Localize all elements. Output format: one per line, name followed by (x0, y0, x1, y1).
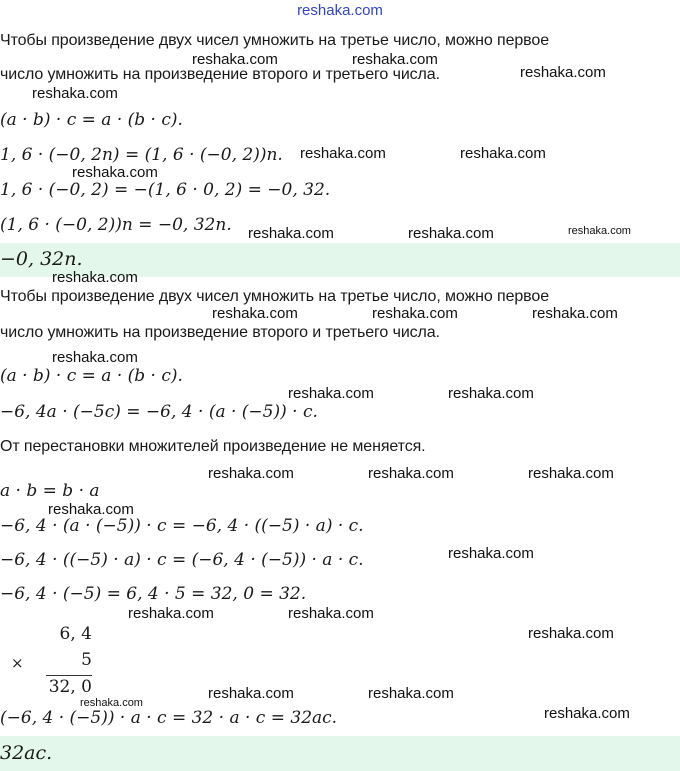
rule-text-2: число умножить на произведение второго и третьего числа. (0, 324, 440, 341)
rule-text-2: число умножить на произведение второго и третьего числа. (0, 66, 440, 83)
commutative-law: a · b = b · a (0, 481, 100, 501)
watermark: reshaka.com (408, 225, 494, 242)
column-multiplication (0, 622, 92, 702)
watermark: reshaka.com (544, 705, 630, 722)
answer: 32ac. (0, 742, 53, 764)
watermark: reshaka.com (372, 305, 458, 322)
watermark: reshaka.com (368, 685, 454, 702)
watermark: reshaka.com (80, 697, 143, 709)
watermark: reshaka.com (128, 605, 214, 622)
watermark: reshaka.com (568, 225, 631, 237)
solution-step: −6, 4a · (−5c) = −6, 4 · (a · (−5)) · c. (0, 402, 318, 422)
watermark: reshaka.com (248, 225, 334, 242)
solution-step: 1, 6 · (−0, 2) = −(1, 6 · 0, 2) = −0, 32. (0, 180, 331, 200)
watermark: reshaka.com (368, 465, 454, 482)
commutative-text: От перестановки множителей произведение не меняется. (0, 438, 426, 455)
solution-step: (1, 6 · (−0, 2))n = −0, 32n. (0, 215, 232, 235)
watermark: reshaka.com (288, 385, 374, 402)
mult-bottom: 5 (81, 650, 92, 670)
solution-step: −6, 4 · ((−5) · a) · c = (−6, 4 · (−5)) · a · c. (0, 550, 364, 570)
watermark: reshaka.com (448, 385, 534, 402)
watermark: reshaka.com (32, 85, 118, 102)
watermark: reshaka.com (528, 625, 614, 642)
mult-result: 32, 0 (48, 677, 92, 697)
rule-text-1: Чтобы произведение двух чисел умножить на третье число, можно первое (0, 288, 549, 305)
watermark: reshaka.com (212, 305, 298, 322)
associative-law: (a · b) · c = a · (b · c). (0, 366, 183, 386)
watermark: reshaka.com (52, 269, 138, 286)
watermark: reshaka.com (48, 501, 134, 518)
watermark: reshaka.com (208, 465, 294, 482)
watermark: reshaka.com (72, 164, 158, 181)
watermark: reshaka.com (448, 545, 534, 562)
watermark: reshaka.com (352, 51, 438, 68)
site-header[interactable]: reshaka.com (297, 2, 383, 19)
solution-step: −6, 4 · (−5) = 6, 4 · 5 = 32, 0 = 32. (0, 584, 307, 604)
solution-step: −6, 4 · (a · (−5)) · c = −6, 4 · ((−5) · a) · c. (0, 516, 364, 536)
answer: −0, 32n. (0, 248, 83, 270)
watermark: reshaka.com (208, 685, 294, 702)
watermark: reshaka.com (532, 305, 618, 322)
watermark: reshaka.com (192, 51, 278, 68)
watermark: reshaka.com (300, 145, 386, 162)
times-sign: × (11, 654, 24, 672)
watermark: reshaka.com (460, 145, 546, 162)
watermark: reshaka.com (520, 64, 606, 81)
solution-step: (−6, 4 · (−5)) · a · c = 32 · a · c = 32ac. (0, 708, 338, 728)
associative-law: (a · b) · c = a · (b · c). (0, 110, 183, 130)
mult-top: 6, 4 (59, 624, 92, 644)
watermark: reshaka.com (52, 349, 138, 366)
mult-rule (46, 675, 92, 676)
watermark: reshaka.com (288, 605, 374, 622)
watermark: reshaka.com (528, 465, 614, 482)
solution-step: 1, 6 · (−0, 2n) = (1, 6 · (−0, 2))n. (0, 145, 283, 165)
rule-text-1: Чтобы произведение двух чисел умножить на третье число, можно первое (0, 32, 549, 49)
answer-box (0, 736, 680, 771)
